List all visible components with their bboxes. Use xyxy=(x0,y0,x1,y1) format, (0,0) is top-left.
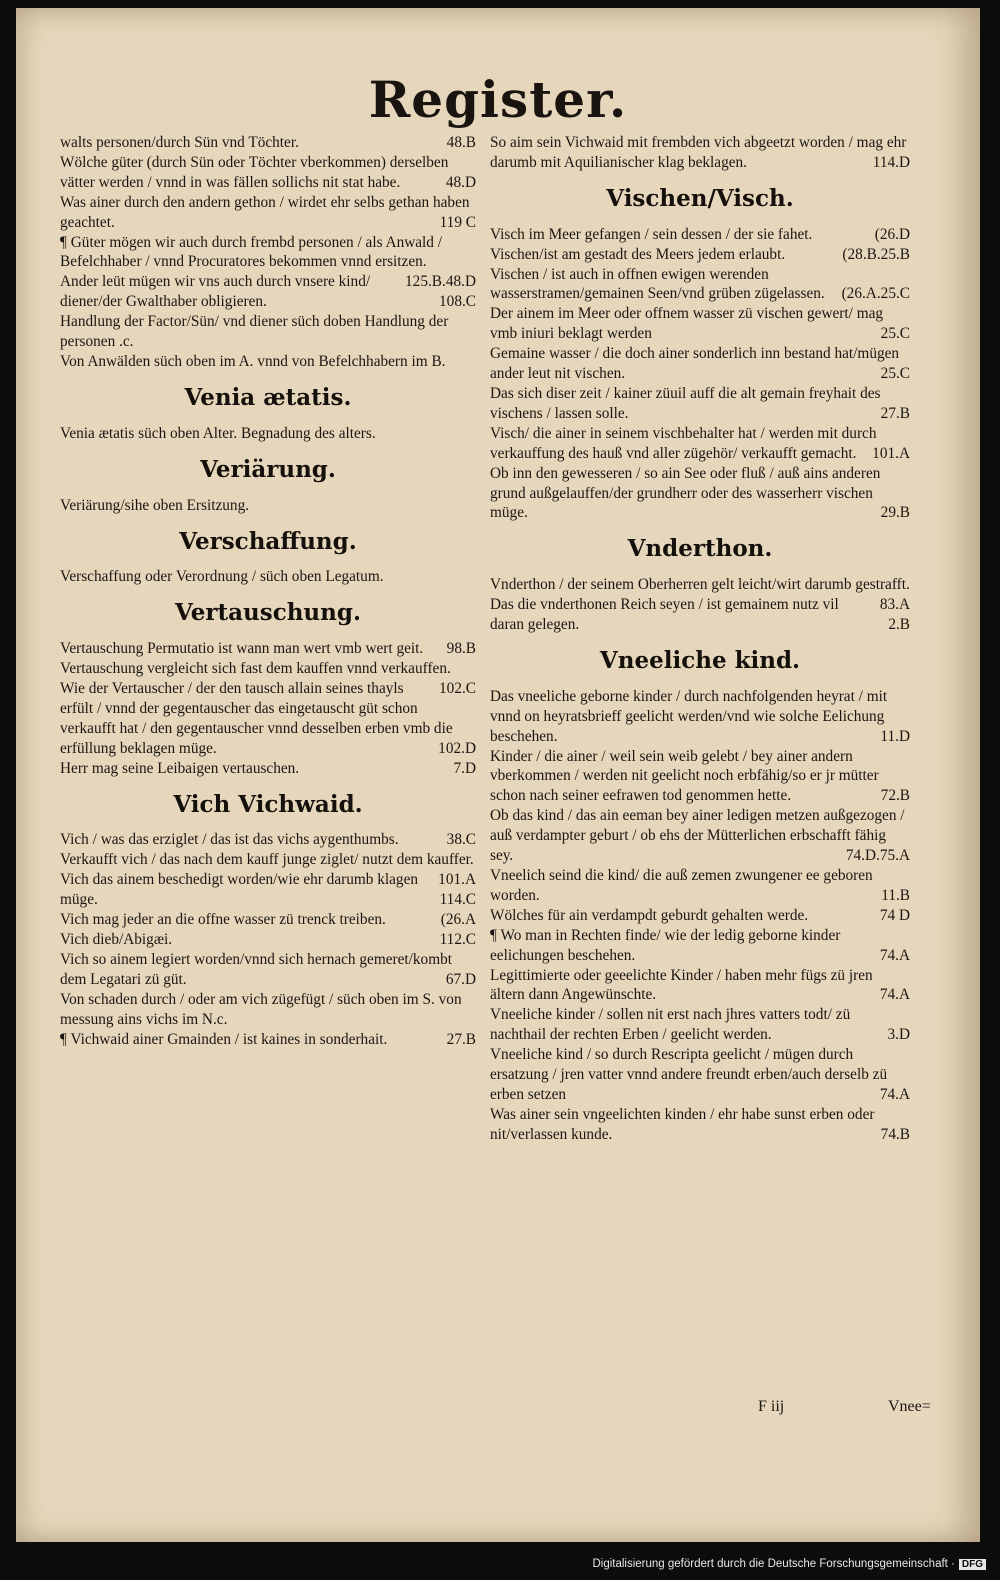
entry-text: Legittimierte oder geeelichte Kinder / haben mehr fügs zü jren ältern dann Angewünschte. xyxy=(490,966,873,1004)
index-entry xyxy=(60,870,476,910)
index-entry xyxy=(60,496,476,516)
entry-text: Visch im Meer gefangen / sein dessen / der sie fahet. xyxy=(490,225,813,243)
catchword: Vnee= xyxy=(888,1398,931,1415)
entry-text: Handlung der Factor/Sün/ vnd diener süch doben Handlung der personen .c. xyxy=(60,313,449,351)
entry-text: Ob das kind / das ain eeman bey ainer ledigen metzen außgezogen / auß verdampter geburt / ob ehs der Mütterlichen erbschafft fähig sey. xyxy=(490,807,905,865)
entry-text: Wie der Vertauscher / der den tausch allain seines thayls erfült / vnnd der gegentauscher das eingetauscht güt schon verkaufft hat / den gegentauscher vnnd desselben erben vmb die erfüllung beklagen müge. xyxy=(60,680,453,757)
entry-text: Ander leüt mügen wir vns auch durch vnsere kind/ diener/der Gwalthaber obligieren. xyxy=(60,273,371,311)
index-entry xyxy=(490,687,910,747)
page-reference: 119 C xyxy=(439,213,476,231)
page-reference: 2.B xyxy=(888,616,910,634)
index-entry xyxy=(490,133,910,173)
page-reference: 74 D xyxy=(879,906,910,924)
entry-text: Verkaufft vich / das nach dem kauff junge ziglet/ nutzt dem kauffer. xyxy=(60,851,474,869)
entry-text: Vich so ainem legiert worden/vnnd sich hernach gemeret/kombt dem Legatari zü güt. xyxy=(60,950,453,988)
page-reference: 114.C xyxy=(439,891,476,909)
page-reference: 112.C xyxy=(439,931,476,948)
section-heading: Vich Vichwaid. xyxy=(173,790,363,818)
page-reference: 101.A xyxy=(438,871,476,889)
page-reference: (26.A xyxy=(440,911,476,929)
entry-text: Das die vnderthonen Reich seyen / ist gemainem nutz vil daran gelegen. xyxy=(490,596,839,634)
index-entry xyxy=(490,806,910,866)
index-entry xyxy=(60,990,476,1030)
dfg-logo: DFG xyxy=(959,1559,986,1570)
entry-text: Kinder / die ainer / weil sein weib gelebt / bey ainer andern vberkommen / werden nit geelicht noch erbfähig/so er jr mütter schon nach seiner eefrawen tod genommen hette. xyxy=(490,747,879,805)
entry-text: Ob inn den gewesseren / so ain See oder fluß / auß ains anderen grund außgelauffen/der grundherr oder des wasserherr vischen müge. xyxy=(490,464,881,522)
page-reference: 48.B xyxy=(446,134,476,151)
index-entry xyxy=(490,304,910,344)
page-reference: 48.D xyxy=(445,173,476,191)
page-reference: 72.B xyxy=(880,787,910,805)
index-entry xyxy=(490,1105,910,1145)
book-page xyxy=(16,8,980,1542)
entry-text: ¶ Vichwaid ainer Gmainden / ist kaines in sonderhait. xyxy=(60,1030,388,1048)
index-entry xyxy=(60,830,476,850)
entry-text: Herr mag seine Leibaigen vertauschen. xyxy=(60,759,300,777)
index-entry xyxy=(60,567,476,587)
page-reference: 7.D xyxy=(453,759,476,777)
index-entry xyxy=(60,910,476,930)
index-entry xyxy=(490,464,910,524)
entry-text: Von Anwälden süch oben im A. vnnd von Befelchhabern im B. xyxy=(60,352,446,370)
page-reference: 74.A xyxy=(879,946,910,964)
index-entry xyxy=(490,265,910,305)
page-reference: 102.D xyxy=(438,739,476,757)
entry-text: Vneeliche kinder / sollen nit erst nach jhres vatters todt/ zü nachthail der rechten Erben / geelicht werden. xyxy=(490,1006,851,1044)
page-reference: (26.D xyxy=(874,225,910,243)
page-reference: 74.A xyxy=(879,986,910,1004)
index-entry xyxy=(490,1045,910,1105)
entry-text: Vneelich seind die kind/ die auß zemen zwungener ee geboren worden. xyxy=(490,867,873,904)
index-entry xyxy=(60,930,476,950)
entry-text: Vich / was das erziglet / das ist das vichs aygenthumbs. xyxy=(60,831,399,849)
signature-mark: F iij xyxy=(758,1398,785,1415)
page-reference: 27.B xyxy=(446,1030,476,1048)
page-reference: 102.C xyxy=(439,680,476,698)
entry-text: Vnderthon / der seinem Oberherren gelt leicht/wirt darumb gestrafft. xyxy=(490,576,910,594)
index-entry xyxy=(490,747,910,807)
page-reference: 11.B xyxy=(881,886,910,904)
page-reference: 108.C xyxy=(439,293,476,311)
entry-text: Was ainer sein vngeelichten kinden / ehr habe sunst erben oder nit/verlassen kunde. xyxy=(490,1105,875,1143)
page-reference: 25.C xyxy=(880,365,910,383)
entry-text: So aim sein Vichwaid mit frembden vich abgeetzt worden / mag ehr darumb mit Aquilianischer klag beklagen. xyxy=(490,134,907,171)
index-entry xyxy=(490,866,910,906)
index-entry xyxy=(490,906,910,926)
index-entry xyxy=(60,424,476,444)
page-reference: 101.A xyxy=(872,444,910,462)
entry-text: Vneeliche kind / so durch Rescripta geelicht / mügen durch ersatzung / jren vatter vnnd andere freundt erben/auch derselb zü erben setzen xyxy=(490,1046,888,1103)
index-entry xyxy=(60,659,476,698)
entry-text: Vischen/ist am gestadt des Meers jedem erlaubt. xyxy=(490,245,786,263)
entry-text: Der ainem im Meer oder offnem wasser zü vischen gewert/ mag vmb iniuri beklagt werden xyxy=(490,305,884,343)
index-entry xyxy=(490,595,910,635)
index-entry xyxy=(60,193,476,233)
index-entry xyxy=(490,384,910,424)
page-reference: 74.D.75.A xyxy=(845,847,910,865)
index-entry xyxy=(60,133,476,153)
index-entry xyxy=(490,245,910,265)
index-entry xyxy=(60,1030,476,1050)
credit-text: Digitalisierung gefördert durch die Deutsche Forschungsgemeinschaft · xyxy=(592,1558,955,1570)
index-entry xyxy=(490,344,910,384)
page-reference: 25.C xyxy=(880,325,910,343)
entry-text: Vischen / ist auch in offnen ewigen werenden wasserstramen/gemainen Seen/vnd grüben zügelassen. xyxy=(490,265,825,303)
entry-text: Vertauschung vergleicht sich fast dem kauffen vnnd verkauffen. xyxy=(60,660,451,678)
page-reference: 74.B xyxy=(880,1125,910,1143)
index-entry xyxy=(60,759,476,779)
index-entry xyxy=(60,679,476,759)
entry-text: Vich das ainem beschedigt worden/wie ehr darumb klagen müge. xyxy=(60,871,419,909)
page-reference: 74.A xyxy=(879,1085,910,1103)
page-reference: 11.D xyxy=(880,727,910,745)
page-reference: 83.A xyxy=(879,596,910,614)
page-reference: (26.A.25.C xyxy=(841,285,910,303)
page-reference: 114.D xyxy=(872,153,910,171)
entry-text: ¶ Wo man in Rechten finde/ wie der ledig geborne kinder eelichungen beschehen. xyxy=(490,926,841,964)
section-heading: Vneeliche kind. xyxy=(599,646,801,674)
section-heading: Vischen/Visch. xyxy=(606,184,794,212)
entry-text: Das vneeliche geborne kinder / durch nachfolgenden heyrat / mit vnnd on heyratsbrieff geelicht werden/vnd wie solche Eelichung beschehen. xyxy=(490,687,888,745)
index-entry xyxy=(490,225,910,245)
entry-text: Veriärung/sihe oben Ersitzung. xyxy=(60,496,250,514)
entry-text: Verschaffung oder Verordnung / süch oben Legatum. xyxy=(60,568,384,586)
digitization-credit xyxy=(592,1558,986,1570)
entry-text: Das sich diser zeit / kainer züuil auff die alt gemain freyhait des vischens / lassen solle. xyxy=(490,384,881,422)
page-reference: 67.D xyxy=(445,970,476,988)
entry-text: Visch/ die ainer in seinem vischbehalter hat / werden mit durch verkauffung des hauß vnd aller zügehör/ verkaufft gemacht. xyxy=(490,424,877,462)
page-reference: 27.B xyxy=(880,404,910,422)
section-heading: Venia ætatis. xyxy=(184,383,352,411)
index-entry xyxy=(490,966,910,1006)
entry-text: Wölches für ain verdampdt geburdt gehalten werde. xyxy=(490,906,809,924)
index-entry xyxy=(490,424,910,464)
index-entry xyxy=(60,352,476,372)
left-column xyxy=(60,133,476,1049)
index-entry xyxy=(60,153,476,193)
page-reference: 29.B xyxy=(880,504,910,522)
index-entry xyxy=(490,926,910,966)
page-reference: 98.B xyxy=(446,640,476,658)
index-entry xyxy=(60,950,476,990)
index-entry xyxy=(490,575,910,614)
entry-text: walts personen/durch Sün vnd Töchter. xyxy=(60,134,299,151)
section-heading: Veriärung. xyxy=(200,455,336,483)
index-entry xyxy=(60,233,476,291)
section-heading: Vnderthon. xyxy=(627,535,773,563)
entry-text: Vich dieb/Abigæi. xyxy=(60,931,173,948)
page-reference: 3.D xyxy=(887,1026,910,1044)
entry-text: Venia ætatis süch oben Alter. Begnadung des alters. xyxy=(60,424,376,442)
entry-text: Vertauschung Permutatio ist wann man wert vmb wert geit. xyxy=(60,640,424,658)
entry-text: Gemaine wasser / die doch ainer sonderlich inn bestand hat/mügen ander leut nit vischen. xyxy=(490,345,900,383)
index-entry xyxy=(60,639,476,659)
page-reference: (28.B.25.B xyxy=(842,245,910,263)
page-reference: 125.B.48.D xyxy=(405,273,476,291)
section-heading: Vertauschung. xyxy=(175,599,361,627)
index-entry xyxy=(60,850,476,889)
entry-text: Vich mag jeder an die offne wasser zü trenck treiben. xyxy=(60,911,386,929)
page-reference: 38.C xyxy=(446,831,476,849)
right-column xyxy=(490,133,910,1145)
entry-text: Von schaden durch / oder am vich zügefügt / süch oben im S. von messung ains vichs im N.c. xyxy=(60,990,462,1028)
entry-text: Was ainer durch den andern gethon / wirdet ehr selbs gethan haben geachtet. xyxy=(60,193,470,231)
page-title: Register. xyxy=(368,70,628,129)
index-entry xyxy=(490,1005,910,1045)
section-heading: Verschaffung. xyxy=(179,527,357,555)
entry-text: Wölche güter (durch Sün oder Töchter vberkommen) derselben vätter werden / vnnd in was fällen sollichs nit stat habe. xyxy=(60,153,449,191)
index-entry xyxy=(60,312,476,352)
entry-text: ¶ Güter mögen wir auch durch frembd personen / als Anwald / Befelchhaber / vnnd Procuratores bekommen vnnd ersitzen. xyxy=(60,233,443,271)
